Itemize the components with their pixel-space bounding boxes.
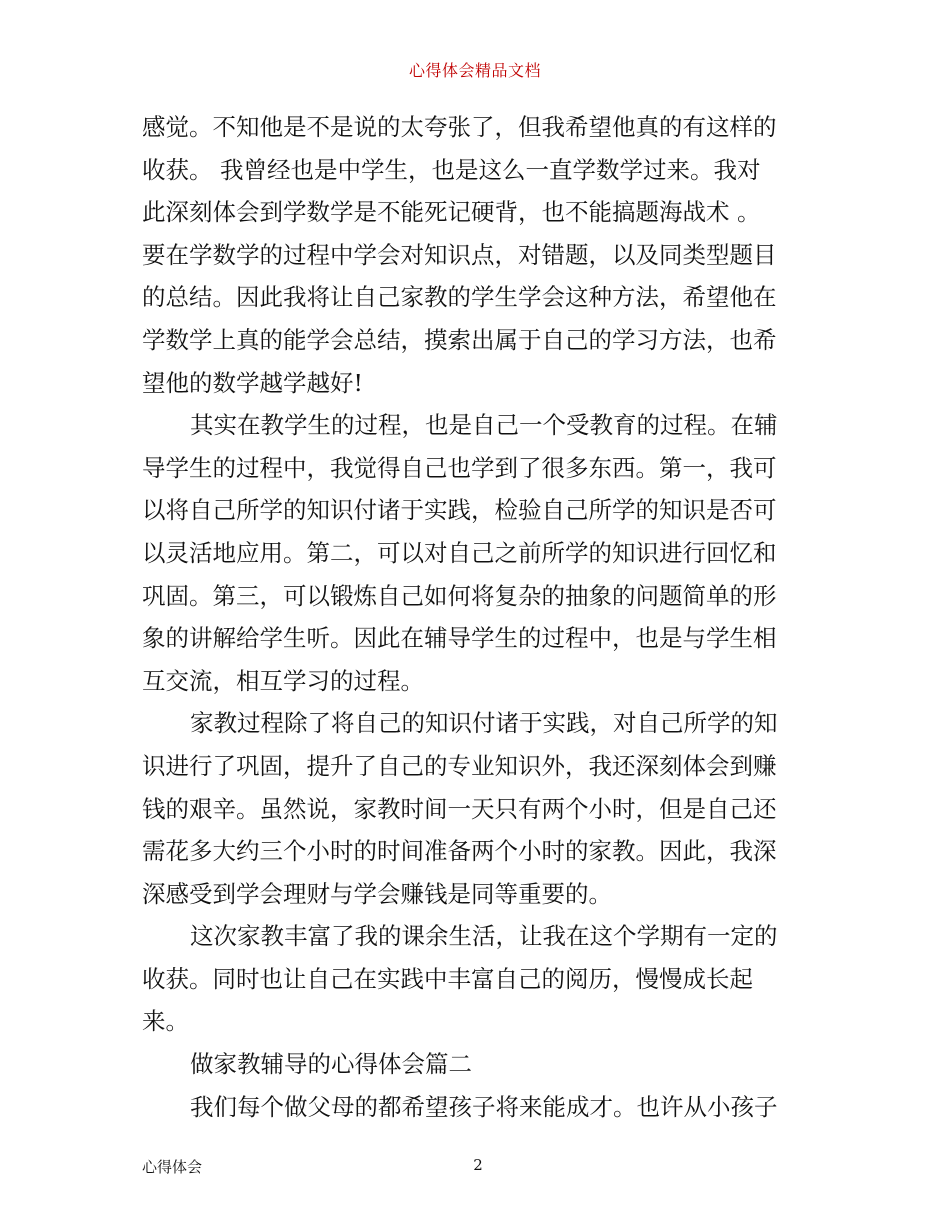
body-line: 巩固。第三，可以锻炼自己如何将复杂的抽象的问题简单的形	[142, 581, 777, 610]
paragraph-start-line: 家教过程除了将自己的知识付诸于实践，对自己所学的知	[190, 709, 778, 738]
body-line: 要在学数学的过程中学会对知识点，对错题，以及同类型题目	[142, 240, 777, 269]
footer-label: 心得体会	[142, 1158, 203, 1176]
body-line: 此深刻体会到学数学是不能死记硬背，也不能搞题海战术 。	[142, 198, 761, 227]
paragraph-start-line: 这次家教丰富了我的课余生活，让我在这个学期有一定的	[190, 922, 778, 951]
document-body	[142, 106, 818, 1128]
document-header-title: 心得体会精品文档	[408, 61, 541, 80]
body-line: 识进行了巩固，提升了自己的专业知识外，我还深刻体会到赚	[142, 751, 777, 780]
paragraph-start-line: 其实在教学生的过程，也是自己一个受教育的过程。在辅	[190, 411, 778, 440]
body-line: 以灵活地应用。第二，可以对自己之前所学的知识进行回忆和	[142, 538, 777, 567]
body-line: 感觉。不知他是不是说的太夸张了，但我希望他真的有这样的	[142, 113, 777, 141]
body-line: 望他的数学越学越好!	[142, 368, 363, 397]
section-heading: 做家教辅导的心得体会篇二	[190, 1050, 472, 1079]
body-line: 深感受到学会理财与学会赚钱是同等重要的。	[142, 879, 612, 908]
body-line: 收获。同时也让自己在实践中丰富自己的阅历，慢慢成长起	[142, 964, 753, 993]
body-line: 象的讲解给学生听。因此在辅导学生的过程中，也是与学生相	[142, 624, 777, 653]
body-line: 收获。 我曾经也是中学生，也是这么一直学数学过来。我对	[142, 155, 761, 184]
body-line: 的总结。因此我将让自己家教的学生学会这种方法，希望他在	[142, 283, 777, 312]
body-line: 钱的艰辛。虽然说，家教时间一天只有两个小时，但是自己还	[142, 794, 777, 823]
page-number: 2	[473, 1156, 483, 1174]
body-line: 来。	[142, 1007, 189, 1036]
body-line: 学数学上真的能学会总结，摸索出属于自己的学习方法，也希	[142, 325, 777, 354]
body-line: 导学生的过程中，我觉得自己也学到了很多东西。第一，我可	[142, 453, 777, 482]
body-line: 以将自己所学的知识付诸于实践，检验自己所学的知识是否可	[142, 496, 777, 525]
body-line: 需花多大约三个小时的时间准备两个小时的家教。因此，我深	[142, 837, 777, 866]
paragraph-start-line: 我们每个做父母的都希望孩子将来能成才。也许从小孩子	[190, 1092, 778, 1121]
body-line: 互交流，相互学习的过程。	[142, 666, 424, 695]
